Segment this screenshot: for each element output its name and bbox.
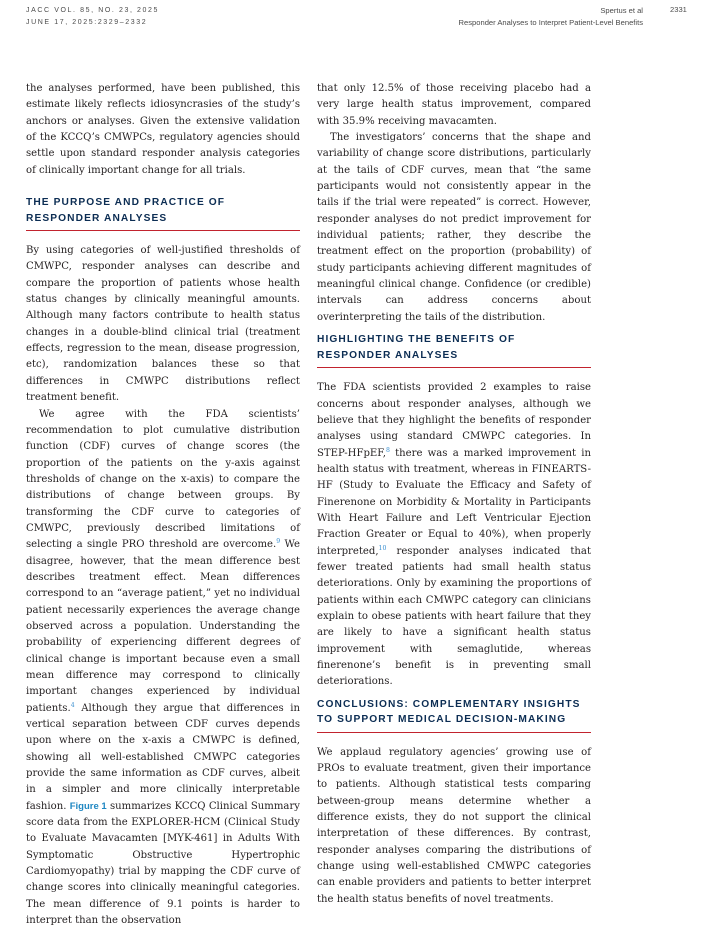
running-title: Responder Analyses to Interpret Patient-Level Benefits	[458, 18, 643, 27]
section-heading-conclusions: CONCLUSIONS: COMPLEMENTARY INSIGHTS TO SUPPORT MEDICAL DECISION-MAKING	[317, 698, 581, 726]
reference-9-link[interactable]: 9	[276, 538, 281, 546]
paragraph-placebo-observation: that only 12.5% of those receiving placebo had a very large health status improvement, compared with 35.9% receiving mavacamten.	[317, 83, 591, 127]
paragraph-text: We disagree, however, that the mean difference best describes treatment effect. Mean differences correspond to an “average patient,” yet no individual patient necessarily experiences the average change observed across a population. Understanding the probability of experiencing different degrees of clinical change is important because even a small mean difference may correspond to clinically important changes experienced by individual patients.	[26, 539, 300, 714]
right-column	[317, 81, 591, 908]
paragraph-text: The FDA scientists provided 2 examples to raise concerns about responder analyses, although we believe that they highlight the benefits of responder analyses using standard CMWPC categories. In STEP-HFpEF,	[317, 382, 591, 459]
paragraph-text: We agree with the FDA scientists’ recommendation to plot cumulative distribution function (CDF) curves of change scores (the proportion of the patients on the y-axis against thresholds of change on the x-axis) to compare the distributions of change between groups. By transforming the CDF curve to categories of CMWPC, previously described limitations of selecting a single PRO threshold are overcome.	[26, 408, 300, 551]
section-rule	[26, 230, 300, 231]
intro-paragraph: the analyses performed, have been published, this estimate likely reflects idiosyncrasies of the study’s anchors or analyses. Given the extensive validation of the KCCQ’s CMWPCs, regulatory agencies should settle upon standard responder analysis categories of clinically important change for all trials.	[26, 83, 300, 176]
journal-volume: JACC VOL. 85, NO. 23, 2025	[26, 7, 160, 14]
reference-10-link[interactable]: 10	[378, 544, 387, 552]
reference-8-link[interactable]: 8	[385, 446, 390, 454]
running-header	[459, 5, 643, 29]
section-heading-benefits: HIGHLIGHTING THE BENEFITS OF RESPONDER ANALYSES	[317, 334, 516, 361]
paragraph-cdf-recommendation	[26, 407, 300, 930]
journal-date-pages: JUNE 17, 2025:2329–2332	[26, 19, 148, 26]
paragraph-text: there was a marked improvement in health status with treatment, whereas in FINEARTS-HF (Study to Evaluate the Efficacy and Safety of Finerenone on Morbidity & Mortality in Participants With Heart Failure and Left Ventricular Ejection Fraction Greater or Equal to 40%), when properly interpreted,	[317, 447, 591, 557]
paragraph-text: summarizes KCCQ Clinical Summary score data from the EXPLORER-HCM (Clinical Study to Evaluate Mavacamten [MYK-461] in Adults With Symptomatic Obstructive Hypertrophic Cardiomyopathy) trial by mapping the CDF curve of change scores into clinically meaningful categories. The mean difference of 9.1 points is harder to interpret than the observation	[26, 800, 300, 927]
section-rule	[317, 367, 591, 368]
paragraph-investigator-concerns: The investigators’ concerns that the shape and variability of change score distributions, particularly at the tails of CDF curves, mean that “the same participants would not consistently appear in the tails if the trial were repeated” is correct. However, responder analyses do not predict improvement for individual patients; rather, they describe the treatment effect on the proportion (probability) of study participants achieving different magnitudes of meaningful clinical change. Confidence (or credible) intervals can address concerns about overinterpreting the tails of the distribution.	[317, 132, 591, 323]
journal-citation	[26, 5, 159, 29]
paragraph-conclusions: We applaud regulatory agencies’ growing use of PROs to evaluate treatment, given their importance to patients. Although statistical tests comparing between-group means determine whether a difference exists, they do not support the clinical interpretation of these differences. By contrast, responder analyses comparing the distributions of change using well-established CMWPC categories can enable providers and patients to better interpret the health status benefits of novel treatments.	[317, 746, 591, 905]
figure-1-link[interactable]: Figure 1	[69, 800, 107, 812]
paragraph-responder-definition: By using categories of well-justified thresholds of CMWPC, responder analyses can describe and compare the proportion of patients whose health status changes by clinically meaningful amounts. Although many factors contribute to health status changes in a double-blind clinical trial (treatment effects, regression to the mean, disease progression, etc), randomization balances these so that differences in CMWPC distributions reflect treatment benefit.	[26, 245, 300, 404]
left-column	[26, 81, 300, 930]
running-author: Spertus et al	[600, 6, 643, 15]
reference-4-link[interactable]: 4	[70, 701, 75, 709]
section-rule	[317, 732, 591, 733]
section-heading-purpose: THE PURPOSE AND PRACTICE OF RESPONDER ANALYSES	[26, 197, 226, 224]
page-number: 2331	[670, 5, 687, 14]
paragraph-fda-examples	[317, 380, 591, 691]
paragraph-text: responder analyses indicated that fewer treated patients had small health status deteriorations. Only by examining the proportions of patients within each CMWPC category can clinicians explain to obese patients with heart failure that they are likely to have a significant health status improvement with semaglutide, whereas finerenone’s benefit is in preventing small deteriorations.	[317, 545, 591, 688]
paragraph-text: Although they argue that differences in vertical separation between CDF curves depends upon where on the x-axis a CMWPC is defined, showing all well-established CMWPC categories provide the same information as CDF curves, albeit in a simpler and more clinically interpretable fashion.	[26, 702, 300, 812]
